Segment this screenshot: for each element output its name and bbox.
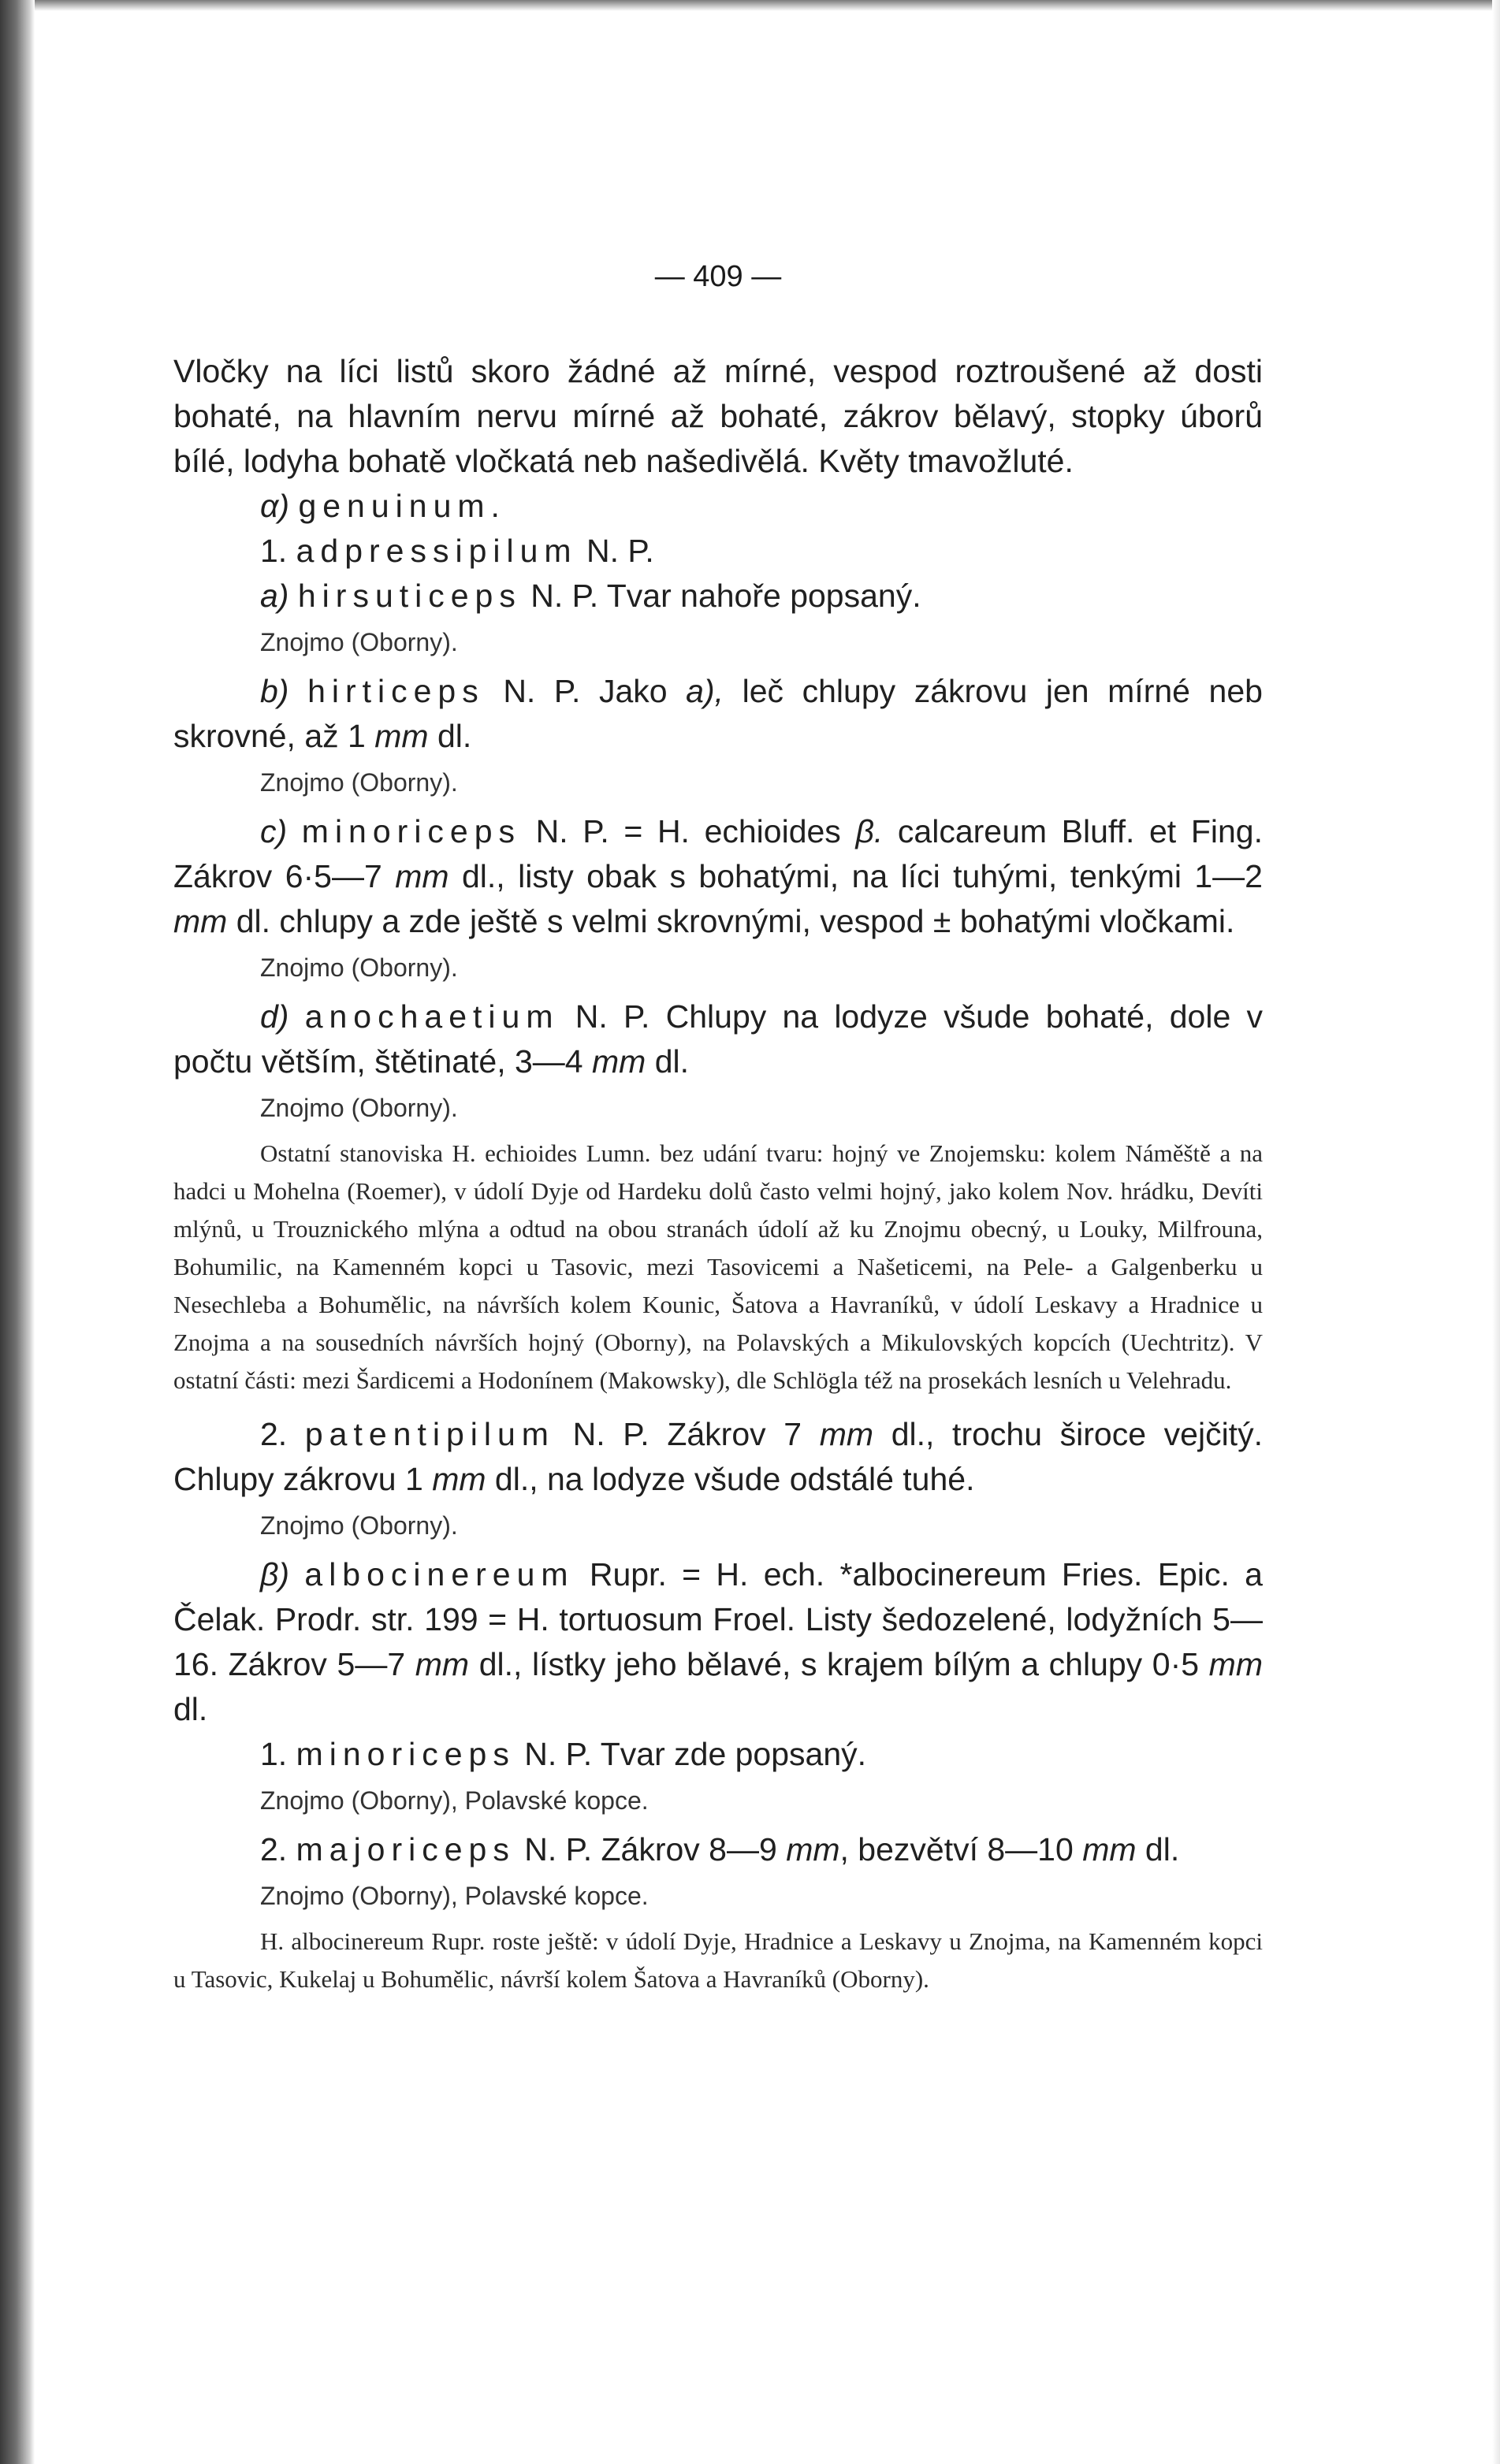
page-content (173, 260, 1263, 1998)
form-d-locality: Znojmo (Oborny). (260, 1094, 458, 1122)
form-a-entry: a) hirsuticeps N. P. Tvar nahoře popsaný. (260, 578, 921, 614)
form-b-entry: b) hirticeps N. P. Jako a), leč chlupy zákrovu jen mírné neb skrovné, až 1 mm dl. (173, 673, 1263, 754)
beta-form-1-entry: 1. minoriceps N. P. Tvar zde popsaný. (260, 1736, 867, 1772)
scan-edge-left (0, 0, 35, 2464)
subvariety-1-heading: 1. adpressipilum N. P. (260, 533, 654, 569)
page-number: — 409 — (654, 260, 782, 293)
form-b-locality: Znojmo (Oborny). (260, 768, 458, 797)
spacer (173, 1399, 1263, 1412)
beta-form-1-locality: Znojmo (Oborny), Polavské kopce. (260, 1786, 649, 1815)
form-d-entry: d) anochaetium N. P. Chlupy na lodyze všude bohaté, dole v počtu větším, štětinaté, 3—4 mm dl. (173, 998, 1263, 1080)
scan-edge-right (1492, 0, 1500, 2464)
form-a-locality: Znojmo (Oborny). (260, 628, 458, 656)
beta-form-2-entry: 2. majoriceps N. P. Zákrov 8—9 mm, bezvětví 8—10 mm dl. (260, 1831, 1180, 1868)
form-c-entry: c) minoriceps N. P. = H. echioides β. calcareum Bluff. et Fing. Zákrov 6·5—7 mm dl., listy obak s bohatými, na líci tuhými, tenkými 1—2 mm dl. chlupy a zde ještě s velmi skrovnými, vespod ± bohatými vločkami. (173, 813, 1263, 939)
subvariety-2-locality: Znojmo (Oborny). (260, 1511, 458, 1540)
subvariety-2-entry: 2. patentipilum N. P. Zákrov 7 mm dl., trochu široce vejčitý. Chlupy zákrovu 1 mm dl., na lodyze všude odstálé tuhé. (173, 1416, 1263, 1497)
scan-edge-top (0, 0, 1500, 11)
variety-beta-entry: β) albocinereum Rupr. = H. ech. *albocinereum Fries. Epic. a Čelak. Prodr. str. 199 = H. tortuosum Froel. Listy šedozelené, lodyžních 5—16. Zákrov 5—7 mm dl., lístky jeho bělavé, s krajem bílým a chlupy 0·5 mm dl. (173, 1556, 1263, 1727)
localities-note-albocinereum: H. albocinereum Rupr. roste ještě: v údolí Dyje, Hradnice a Leskavy u Znojma, na Kamenném kopci u Tasovic, Kukelaj u Bohumělic, návrší kolem Šatova a Havraníků (Oborny). (173, 1927, 1263, 1993)
form-c-locality: Znojmo (Oborny). (260, 953, 458, 982)
intro-paragraph: Vločky na líci listů skoro žádné až mírné, vespod roztroušené až dosti bohaté, na hlavním nervu mírné až bohaté, zákrov bělavý, stopky úborů bílé, lodyha bohatě vločkatá neb našedivělá. Květy tmavožluté. (173, 353, 1263, 479)
variety-alpha-heading: α) genuinum. (260, 488, 506, 524)
localities-note-echioides: Ostatní stanoviska H. echioides Lumn. bez udání tvaru: hojný ve Znojemsku: kolem Náměště a na hadci u Mohelna (Roemer), v údolí Dyje od Hardeku dolů často velmi hojný, jako kolem Nov. hrádku, Devíti mlýnů, u Trouznického mlýna a odtud na obou stranách údolí až ku Znojmu obecný, u Louky, Milfrouna, Bohumilic, na Kamenném kopci u Tasovic, mezi Tasovicemi a Našeticemi, na Pele- a Galgenberku u Nesechleba a Bohumělic, na návrších kolem Kounic, Šatova a Havraníků, v údolí Leskavy a Hradnice u Znojma a na sousedních návrších hojný (Oborny), na Polavských a Mikulovských kopcích (Uechtritz). V ostatní části: mezi Šardicemi a Hodonínem (Makowsky), dle Schlögla též na prosekách lesních u Velehradu. (173, 1139, 1263, 1394)
beta-form-2-locality: Znojmo (Oborny), Polavské kopce. (260, 1882, 649, 1910)
